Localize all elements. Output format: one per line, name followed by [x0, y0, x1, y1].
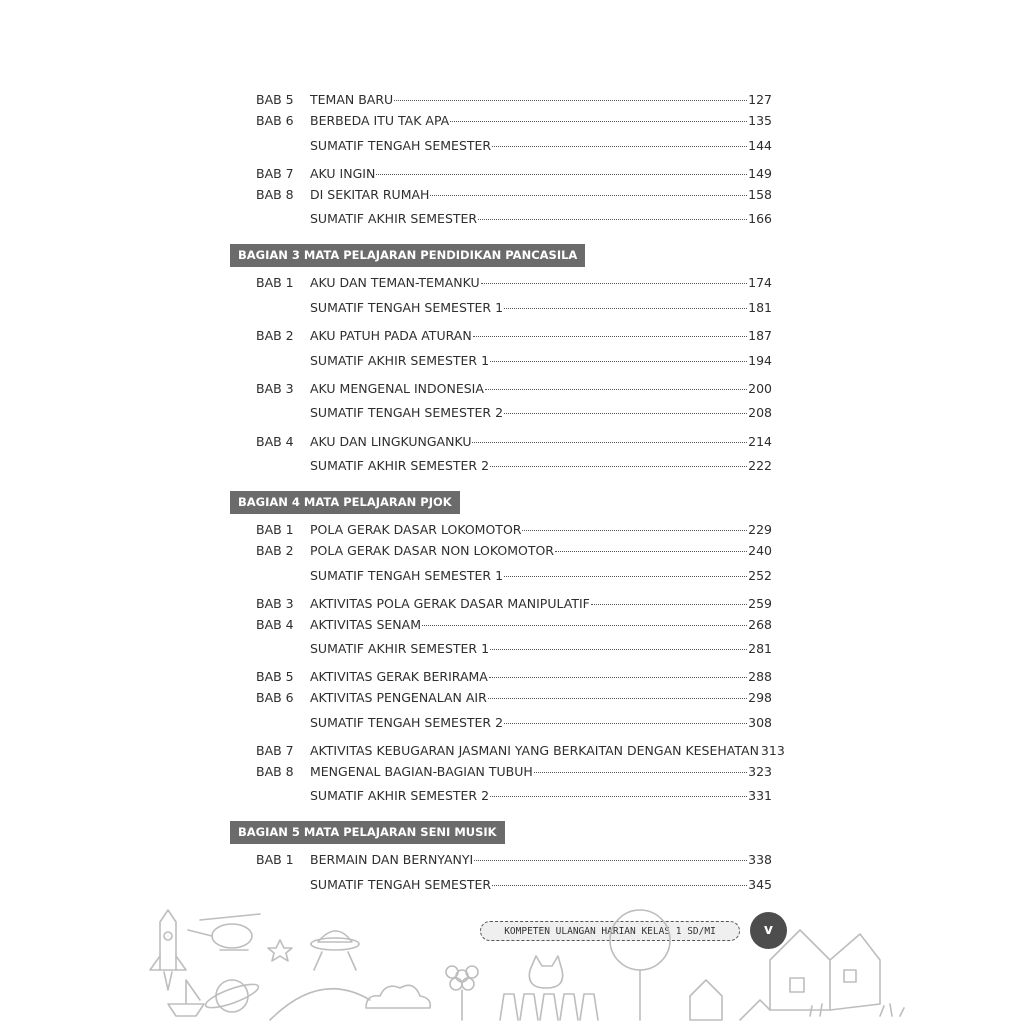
dot-leader: [489, 677, 747, 678]
chapter-number: BAB 2: [256, 328, 294, 343]
page-number: 127: [748, 92, 772, 107]
chapter-title: SUMATIF TENGAH SEMESTER: [310, 877, 492, 892]
toc-entry: [256, 566, 772, 586]
chapter-title: MENGENAL BAGIAN-BAGIAN TUBUH: [310, 764, 533, 779]
dot-leader: [555, 551, 747, 552]
page-number: 268: [748, 617, 772, 632]
toc-entry: [256, 298, 772, 318]
page-number: 229: [748, 522, 772, 537]
dot-leader: [478, 219, 747, 220]
dot-leader: [474, 860, 747, 861]
boat-doodle: [168, 980, 204, 1016]
page-number: 181: [748, 300, 772, 315]
chapter-title: SUMATIF TENGAH SEMESTER 2: [310, 405, 504, 420]
page-number-badge: v: [750, 912, 787, 949]
page-number: 323: [748, 764, 772, 779]
dot-leader: [376, 174, 747, 175]
chapter-title: SUMATIF AKHIR SEMESTER 1: [310, 353, 490, 368]
page-number: 214: [748, 434, 772, 449]
toc-entry: [256, 379, 772, 399]
page-number: 135: [748, 113, 772, 128]
ufo-doodle: [311, 931, 359, 970]
dot-leader: [534, 772, 747, 773]
chapter-title: BERMAIN DAN BERNYANYI: [310, 852, 474, 867]
toc-entry: [256, 273, 772, 293]
chapter-title: SUMATIF TENGAH SEMESTER 1: [310, 300, 504, 315]
chapter-number: BAB 1: [256, 852, 294, 867]
toc-entry: [256, 762, 772, 782]
dot-leader: [490, 649, 747, 650]
dot-leader: [490, 466, 747, 467]
page-number: 174: [748, 275, 772, 290]
toc-entry: [256, 403, 772, 423]
page-number: 149: [748, 166, 772, 181]
section-header: BAGIAN 5 MATA PELAJARAN SENI MUSIK: [230, 821, 505, 844]
page-number: 308: [748, 715, 772, 730]
dot-leader: [481, 283, 748, 284]
toc-entry: [256, 520, 772, 540]
dot-leader: [473, 336, 747, 337]
toc-entry: [256, 639, 772, 659]
chapter-number: BAB 8: [256, 187, 294, 202]
chapter-number: BAB 5: [256, 92, 294, 107]
chapter-title: AKTIVITAS GERAK BERIRAMA: [310, 669, 488, 684]
dot-leader: [430, 195, 747, 196]
chapter-title: TEMAN BARU: [310, 92, 394, 107]
chapter-number: BAB 3: [256, 596, 294, 611]
planet-doodle: [203, 980, 260, 1012]
page-number: 252: [748, 568, 772, 583]
house-doodle: [740, 930, 880, 1020]
toc-entry: [256, 351, 772, 371]
cloud-doodle: [366, 985, 430, 1008]
toc-entry: [256, 741, 785, 761]
page-number: 208: [748, 405, 772, 420]
page-number: 158: [748, 187, 772, 202]
toc-entry: [256, 136, 772, 156]
toc-entry: [256, 615, 772, 635]
dot-leader: [394, 100, 747, 101]
dot-leader: [422, 625, 747, 626]
chapter-title: SUMATIF AKHIR SEMESTER: [310, 211, 478, 226]
toc-entry: [256, 111, 772, 131]
dot-leader: [504, 723, 747, 724]
tree-doodle: [610, 910, 722, 1020]
chapter-number: BAB 6: [256, 113, 294, 128]
toc-entry: [256, 713, 772, 733]
toc-entry: [256, 326, 772, 346]
dot-leader: [492, 885, 747, 886]
chapter-title: AKTIVITAS KEBUGARAN JASMANI YANG BERKAITAN DENGAN KESEHATAN: [310, 743, 759, 758]
helicopter-doodle: [188, 914, 260, 950]
page-number: 288: [748, 669, 772, 684]
chapter-title: AKTIVITAS SENAM: [310, 617, 421, 632]
chapter-number: BAB 1: [256, 275, 294, 290]
decorative-doodles: [0, 900, 1024, 1024]
chapter-title: AKTIVITAS POLA GERAK DASAR MANIPULATIF: [310, 596, 590, 611]
chapter-title: SUMATIF AKHIR SEMESTER 2: [310, 788, 490, 803]
toc-entry: [256, 164, 772, 184]
page-number: 298: [748, 690, 772, 705]
chapter-number: BAB 3: [256, 381, 294, 396]
chapter-title: AKU MENGENAL INDONESIA: [310, 381, 484, 396]
page-number: 281: [748, 641, 772, 656]
dot-leader: [504, 413, 747, 414]
dot-leader: [485, 389, 747, 390]
dot-leader: [504, 308, 747, 309]
cat-doodle: [500, 956, 598, 1020]
chapter-title: DI SEKITAR RUMAH: [310, 187, 430, 202]
dot-leader: [504, 576, 747, 577]
page-number: 187: [748, 328, 772, 343]
dot-leader: [488, 698, 747, 699]
page-number: 313: [760, 743, 785, 758]
page-number: 331: [748, 788, 772, 803]
chapter-title: BERBEDA ITU TAK APA: [310, 113, 450, 128]
chapter-number: BAB 4: [256, 434, 294, 449]
toc-entry: [256, 90, 772, 110]
chapter-title: SUMATIF TENGAH SEMESTER 1: [310, 568, 504, 583]
rocket-doodle: [150, 910, 186, 990]
chapter-number: BAB 7: [256, 166, 294, 181]
chapter-title: AKU PATUH PADA ATURAN: [310, 328, 472, 343]
chapter-title: AKU INGIN: [310, 166, 376, 181]
page-number: 144: [748, 138, 772, 153]
page-number: 194: [748, 353, 772, 368]
chapter-title: AKU DAN TEMAN-TEMANKU: [310, 275, 480, 290]
dot-leader: [492, 146, 747, 147]
dot-leader: [591, 604, 747, 605]
page-number: 240: [748, 543, 772, 558]
chapter-number: BAB 5: [256, 669, 294, 684]
dot-leader: [472, 442, 747, 443]
chapter-number: BAB 2: [256, 543, 294, 558]
chapter-title: SUMATIF TENGAH SEMESTER: [310, 138, 492, 153]
chapter-number: BAB 4: [256, 617, 294, 632]
chapter-title: SUMATIF TENGAH SEMESTER 2: [310, 715, 504, 730]
toc-entry: [256, 185, 772, 205]
page-number: 166: [748, 211, 772, 226]
star-doodle: [268, 940, 292, 961]
toc-entry: [256, 456, 772, 476]
chapter-number: BAB 7: [256, 743, 294, 758]
chapter-number: BAB 6: [256, 690, 294, 705]
toc-entry: [256, 875, 772, 895]
dot-leader: [522, 530, 747, 531]
toc-entry: [256, 541, 772, 561]
page-number: 222: [748, 458, 772, 473]
section-header: BAGIAN 3 MATA PELAJARAN PENDIDIKAN PANCASILA: [230, 244, 585, 267]
chapter-number: BAB 8: [256, 764, 294, 779]
chapter-title: POLA GERAK DASAR LOKOMOTOR: [310, 522, 522, 537]
page-number: 338: [748, 852, 772, 867]
dot-leader: [490, 796, 747, 797]
chapter-title: AKTIVITAS PENGENALAN AIR: [310, 690, 487, 705]
toc-entry: [256, 786, 772, 806]
toc-entry: [256, 594, 772, 614]
chapter-title: SUMATIF AKHIR SEMESTER 1: [310, 641, 490, 656]
chapter-number: BAB 1: [256, 522, 294, 537]
hill-doodle: [270, 989, 370, 1020]
page-number: 259: [748, 596, 772, 611]
page-number: 200: [748, 381, 772, 396]
chapter-title: POLA GERAK DASAR NON LOKOMOTOR: [310, 543, 554, 558]
chapter-title: AKU DAN LINGKUNGANKU: [310, 434, 472, 449]
flower-doodle: [446, 966, 478, 1020]
section-header: BAGIAN 4 MATA PELAJARAN PJOK: [230, 491, 460, 514]
toc-entry: [256, 850, 772, 870]
dot-leader: [490, 361, 747, 362]
book-title-badge: KOMPETEN ULANGAN HARIAN KELAS 1 SD/MI: [480, 921, 740, 941]
dot-leader: [450, 121, 747, 122]
toc-entry: [256, 667, 772, 687]
toc-entry: [256, 209, 772, 229]
toc-entry: [256, 688, 772, 708]
chapter-title: SUMATIF AKHIR SEMESTER 2: [310, 458, 490, 473]
page-number: 345: [748, 877, 772, 892]
toc-entry: [256, 432, 772, 452]
